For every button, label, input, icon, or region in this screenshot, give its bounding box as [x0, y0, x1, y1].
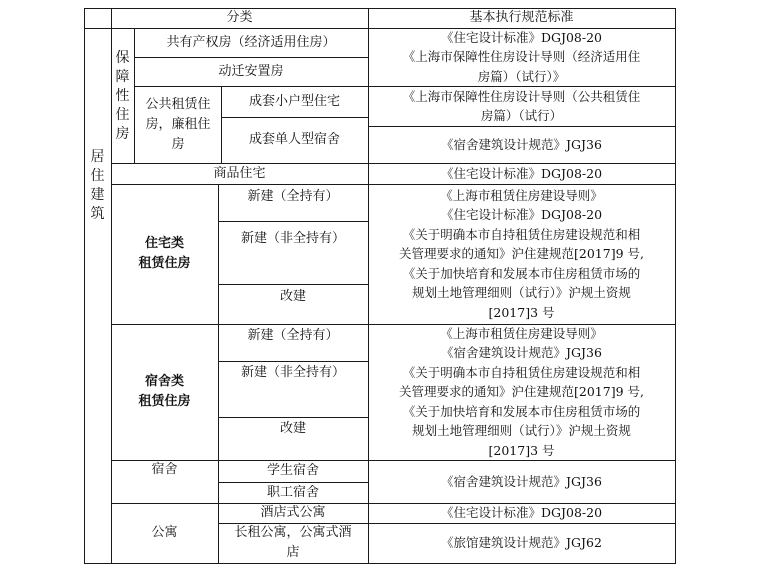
group-affordable-label: 保障性住房	[115, 49, 130, 142]
group-dormitory: 宿舍	[151, 462, 178, 477]
standard-dorm-rental: 《上海市租赁住房建设导则》 《宿舍建筑设计规范》JGJ36 《关于明确本市自持租赁住房建设规范和相 关管理要求的通知》沪住建规范[2017]9 号, 《关于加快培育和发展本市住房租赁市场的 规划土地管理细则（试行）》沪规土资规 [2017]3 号	[399, 325, 644, 458]
item-small-unit: 成套小户型住宅	[248, 93, 340, 109]
rule-right	[675, 8, 676, 564]
rule-bottom	[84, 563, 675, 564]
item-shared-property: 共有产权房（经济适用住房）	[166, 34, 336, 50]
standard-single-dorm: 《宿舍建筑设计规范》JGJ36	[441, 136, 602, 152]
group-rental-public-label: 公共租赁住房，廉租住房	[145, 96, 211, 152]
standard-dormitory: 《宿舍建筑设计规范》JGJ36	[441, 473, 602, 489]
standard-hotel-apartment: 《住宅设计标准》DGJ08-20	[440, 505, 603, 521]
item-dorm-new-full: 新建（全持有）	[247, 328, 339, 343]
group-rental-public	[136, 86, 220, 163]
header-standard: 基本执行规范标准	[469, 10, 574, 25]
header-category: 分类	[226, 10, 253, 25]
group-dorm-rental: 宿舍类 租赁住房	[138, 374, 191, 409]
item-housing-new-partial: 新建（非全持有）	[240, 231, 345, 246]
standard-long-rent: 《旅馆建筑设计规范》JGJ62	[441, 535, 602, 551]
item-single-dorm: 成套单人型宿舍	[248, 132, 340, 147]
standard-housing-rental: 《上海市租赁住房建设导则》 《住宅设计标准》DGJ08-20 《关于明确本市自持租赁住房建设规范和相 关管理要求的通知》沪住建规范[2017]9 号, 《关于加快培育和发展本市住房租赁市场的 规划土地管理细则（试行）》沪规土资规 [2017]3 号	[399, 187, 644, 320]
group-affordable	[111, 28, 134, 164]
item-hotel-apartment: 酒店式公寓	[260, 505, 326, 520]
item-staff-dorm: 职工宿舍	[266, 484, 319, 500]
standard-commercial: 《住宅设计标准》DGJ08-20	[440, 165, 603, 181]
standard-rental-public: 《上海市保障性住房设计导则（公共租赁住 房篇）（试行）	[402, 88, 641, 123]
group-residential	[84, 28, 111, 564]
item-housing-new-full: 新建（全持有）	[247, 189, 339, 204]
item-housing-renovate: 改建	[279, 289, 306, 304]
rule	[218, 221, 368, 222]
item-dorm-new-partial: 新建（非全持有）	[240, 365, 345, 380]
item-long-rent: 长租公寓，公寓式酒 店	[234, 525, 352, 560]
group-apartment: 公寓	[151, 525, 178, 540]
group-housing-rental: 住宅类 租赁住房	[138, 236, 191, 271]
item-commercial: 商品住宅	[213, 165, 266, 181]
item-student-dorm: 学生宿舍	[266, 463, 319, 478]
standard-affordable: 《住宅设计标准》DGJ08-20 《上海市保障性住房设计导则（经济适用住 房篇）（试行）》	[402, 29, 641, 84]
item-dorm-renovate: 改建	[279, 421, 306, 436]
item-relocation: 动迁安置房	[218, 63, 284, 79]
group-residential-label: 居住建筑	[90, 149, 105, 222]
